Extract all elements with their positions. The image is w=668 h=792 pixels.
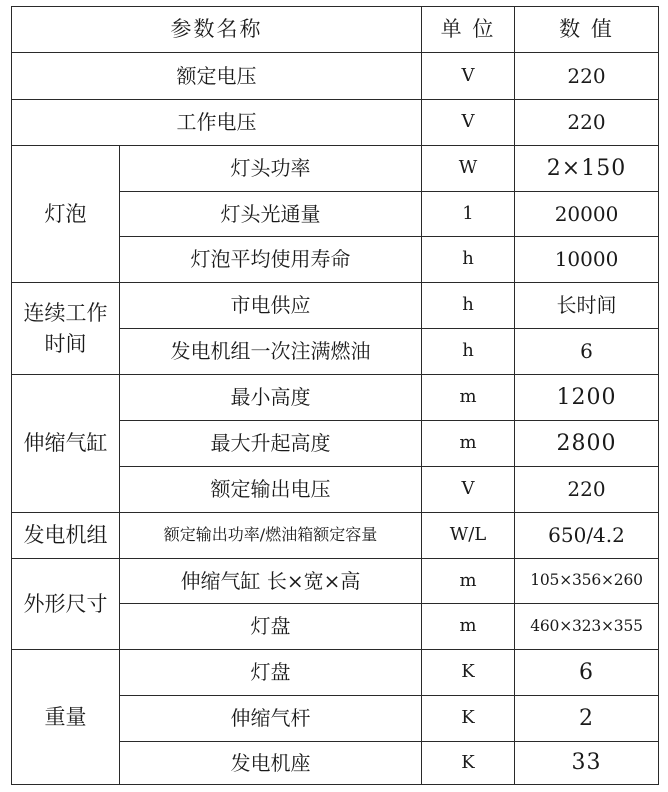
group-label-generator: 发电机组	[12, 513, 120, 559]
table-row	[12, 513, 659, 559]
param-value: 6	[515, 329, 659, 375]
table-row	[12, 559, 659, 604]
group-label-cylinder: 伸缩气缸	[12, 375, 120, 513]
param-name: 工作电压	[12, 100, 422, 146]
param-value: 650/4.2	[515, 513, 659, 559]
param-value: 33	[515, 742, 659, 785]
param-unit: m	[422, 604, 515, 650]
header-row	[12, 7, 659, 53]
group-label-line: 连续工作	[23, 301, 108, 326]
param-unit: m	[422, 421, 515, 467]
param-name: 最小高度	[120, 375, 422, 421]
param-value: 2×150	[515, 146, 659, 192]
param-name: 灯泡平均使用寿命	[120, 237, 422, 283]
param-name: 伸缩气杆	[120, 696, 422, 742]
param-value: 6	[515, 650, 659, 696]
param-unit: K	[422, 650, 515, 696]
spec-table	[11, 6, 659, 785]
param-unit: W	[422, 146, 515, 192]
param-name: 发电机座	[120, 742, 422, 785]
param-name: 额定电压	[12, 53, 422, 100]
param-name: 发电机组一次注满燃油	[120, 329, 422, 375]
header-value: 数 值	[515, 7, 659, 53]
table-row	[12, 146, 659, 192]
param-unit: V	[422, 53, 515, 100]
param-unit: K	[422, 696, 515, 742]
group-label-weight: 重量	[12, 650, 120, 785]
param-value: 2	[515, 696, 659, 742]
param-name: 灯盘	[120, 650, 422, 696]
param-value: 220	[515, 53, 659, 100]
param-name: 市电供应	[120, 283, 422, 329]
header-unit: 单 位	[422, 7, 515, 53]
table-row	[12, 283, 659, 329]
param-value: 10000	[515, 237, 659, 283]
group-label-dimensions: 外形尺寸	[12, 559, 120, 650]
param-value: 220	[515, 467, 659, 513]
param-unit: K	[422, 742, 515, 785]
param-name: 最大升起高度	[120, 421, 422, 467]
group-label-continuous-time	[12, 283, 120, 375]
table-row	[12, 100, 659, 146]
param-value: 460×323×355	[515, 604, 659, 650]
param-unit: h	[422, 329, 515, 375]
param-unit: V	[422, 100, 515, 146]
param-value: 20000	[515, 192, 659, 237]
param-name: 灯头光通量	[120, 192, 422, 237]
group-label-line: 时间	[44, 331, 87, 356]
param-value: 2800	[515, 421, 659, 467]
group-label-bulb: 灯泡	[12, 146, 120, 283]
param-unit: W/L	[422, 513, 515, 559]
param-value: 105×356×260	[515, 559, 659, 604]
param-unit: V	[422, 467, 515, 513]
header-name: 参数名称	[12, 7, 422, 53]
param-unit: h	[422, 283, 515, 329]
param-unit: m	[422, 559, 515, 604]
table-row	[12, 650, 659, 696]
param-value: 220	[515, 100, 659, 146]
table-row	[12, 53, 659, 100]
param-name: 额定输出电压	[120, 467, 422, 513]
table-row	[12, 375, 659, 421]
param-name: 灯盘	[120, 604, 422, 650]
param-name: 灯头功率	[120, 146, 422, 192]
param-name: 伸缩气缸 长×宽×高	[120, 559, 422, 604]
param-unit: h	[422, 237, 515, 283]
param-unit: m	[422, 375, 515, 421]
param-unit: 1	[422, 192, 515, 237]
param-value: 1200	[515, 375, 659, 421]
param-name: 额定输出功率/燃油箱额定容量	[120, 513, 422, 559]
param-value: 长时间	[515, 283, 659, 329]
